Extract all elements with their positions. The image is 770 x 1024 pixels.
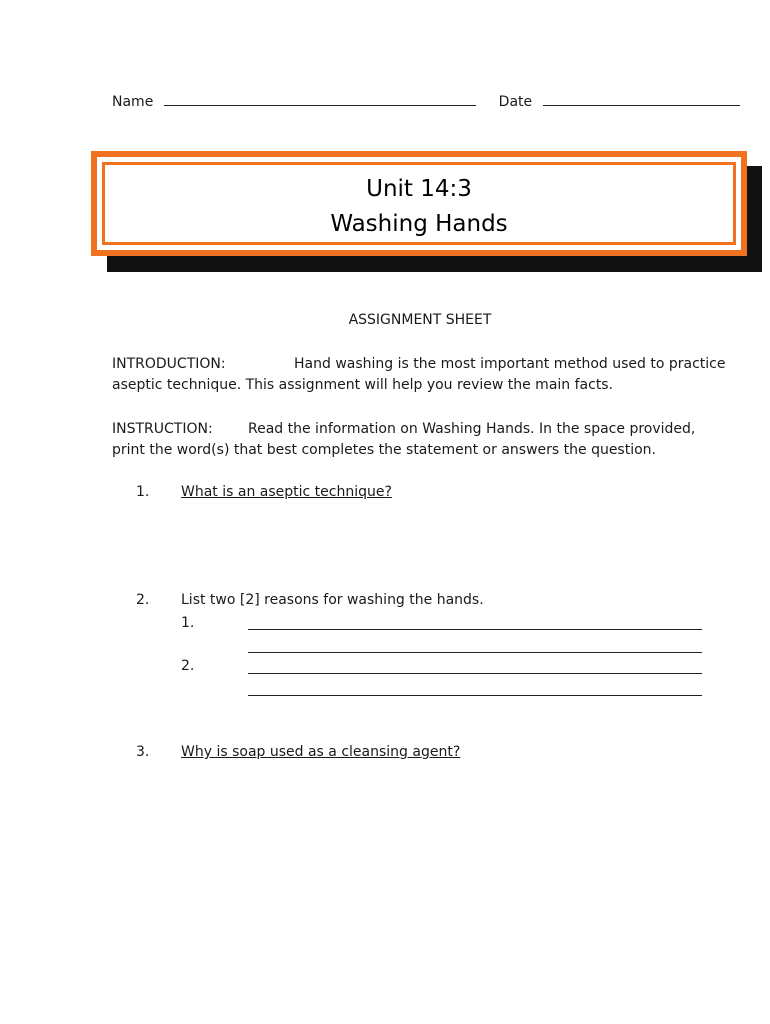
question-3-number: 3. [136,744,150,760]
instruction-paragraph [112,419,732,461]
question-2-sub-2-number: 2. [181,658,195,674]
instruction-text-line1: Read the information on Washing Hands. In the space provided, [248,421,696,437]
sheet-type-heading: ASSIGNMENT SHEET [348,312,492,328]
introduction-text-line2: aseptic technique. This assignment will help you review the main facts. [112,377,614,393]
answer-line-2[interactable] [248,652,702,653]
question-1-text: What is an aseptic technique? [181,484,392,500]
lesson-title: Washing Hands [330,211,508,237]
date-blank-line[interactable] [543,104,740,106]
answer-line-4[interactable] [248,695,702,696]
name-date-header [112,94,740,110]
answer-line-3[interactable] [248,673,702,674]
question-3-text: Why is soap used as a cleansing agent? [181,744,461,760]
question-1-number: 1. [136,484,150,500]
date-label: Date [498,94,533,110]
instruction-text-line2: print the word(s) that best completes the statement or answers the question. [112,442,656,458]
name-blank-line[interactable] [164,104,476,106]
introduction-label: INTRODUCTION: [112,356,226,372]
title-block [102,172,736,242]
question-2-number: 2. [136,592,150,608]
introduction-text-line1: Hand washing is the most important method used to practice [294,356,726,372]
introduction-paragraph [112,354,732,396]
name-label: Name [112,94,154,110]
unit-title: Unit 14:3 [366,176,472,202]
question-2-sub-1-number: 1. [181,615,195,631]
question-2-text: List two [2] reasons for washing the hands. [181,592,484,608]
answer-line-1[interactable] [248,629,702,630]
instruction-label: INSTRUCTION: [112,421,213,437]
